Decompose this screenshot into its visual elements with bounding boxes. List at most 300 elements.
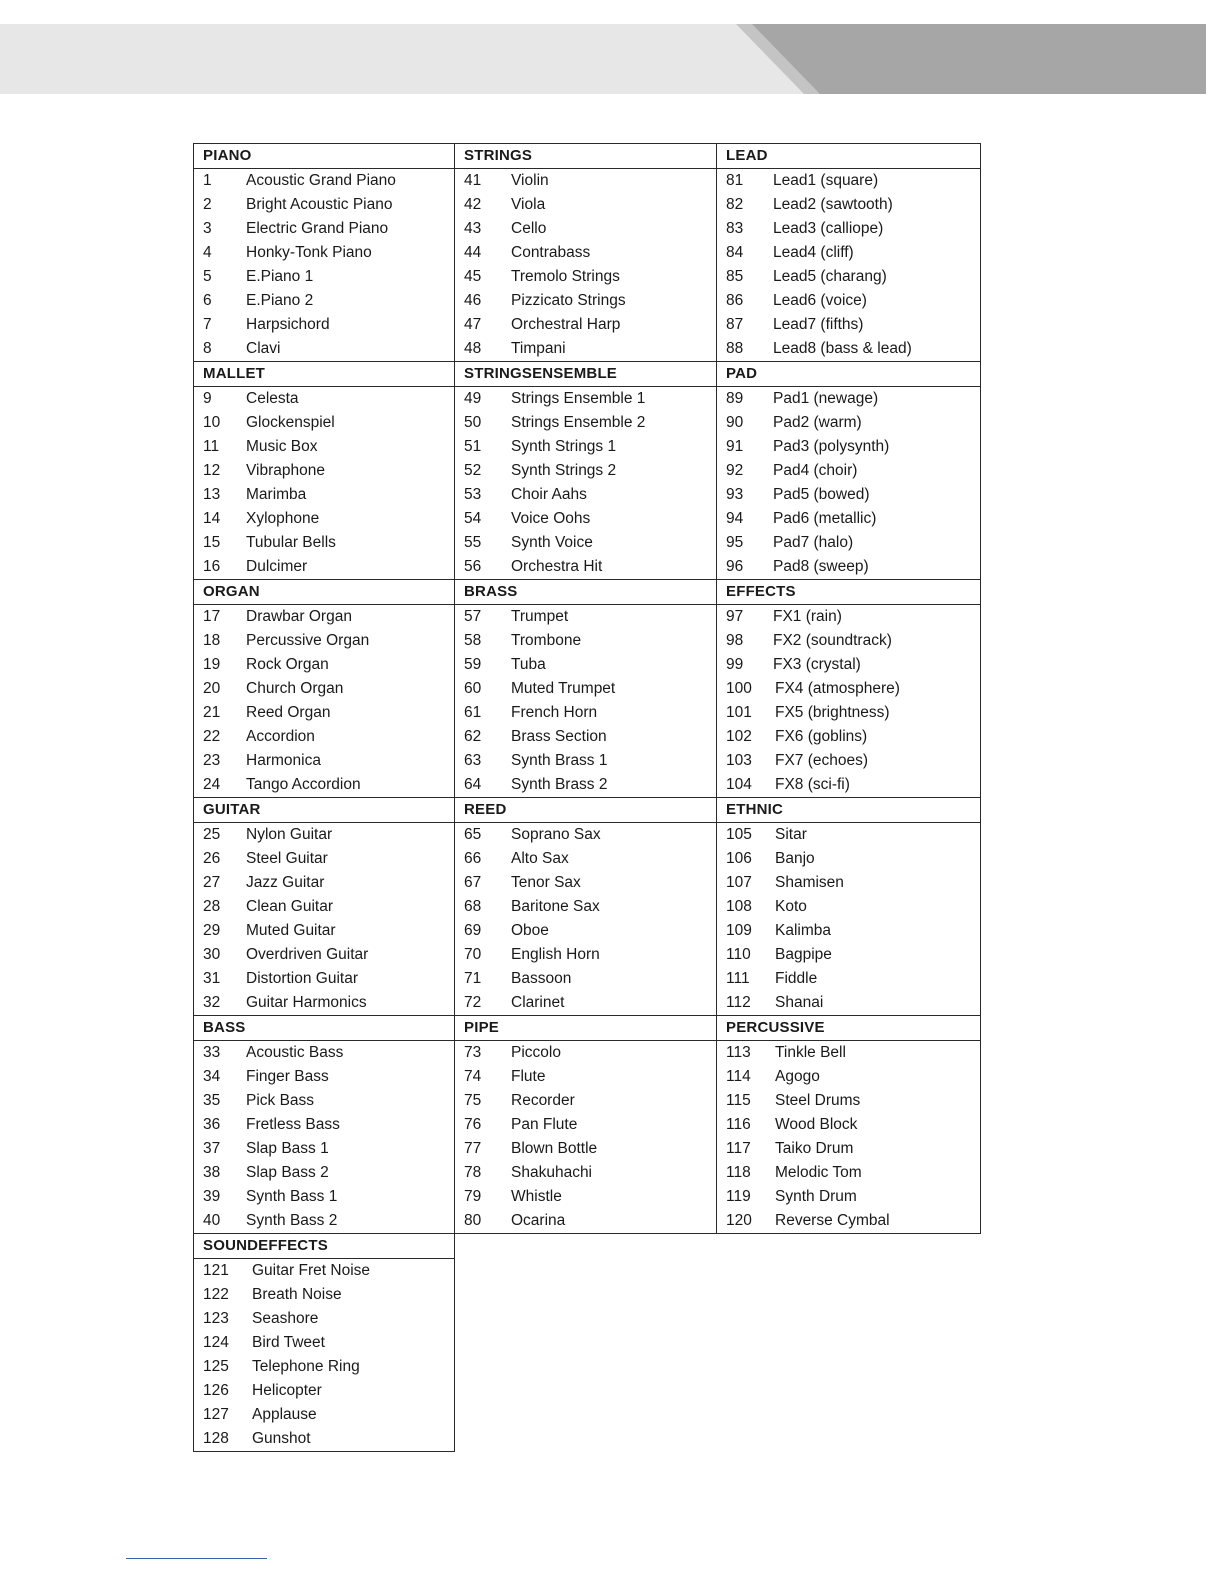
voice-name: Synth Voice — [511, 534, 593, 551]
voice-cell — [455, 847, 717, 871]
voice-row — [194, 1089, 981, 1113]
voice-row — [194, 1355, 981, 1379]
empty-cell — [455, 1307, 717, 1331]
voice-name: FX7 (echoes) — [775, 752, 869, 769]
voice-cell — [194, 1427, 455, 1452]
voice-number: 109 — [726, 922, 752, 939]
voice-number: 96 — [726, 558, 744, 575]
voice-cell — [717, 531, 981, 555]
voice-number: 36 — [203, 1116, 221, 1133]
voice-number: 97 — [726, 608, 744, 625]
voice-cell — [194, 991, 455, 1016]
voice-number: 29 — [203, 922, 221, 939]
empty-cell — [717, 1379, 981, 1403]
voice-name: Baritone Sax — [511, 898, 600, 915]
voice-name: Electric Grand Piano — [246, 220, 389, 237]
voice-cell — [194, 483, 455, 507]
group-title: LEAD — [717, 144, 981, 169]
group-title: STRINGS — [455, 144, 717, 169]
voice-number: 32 — [203, 994, 221, 1011]
voice-name: Jazz Guitar — [246, 874, 325, 891]
voice-cell — [455, 169, 717, 194]
empty-cell — [717, 1234, 981, 1259]
voice-cell — [455, 1137, 717, 1161]
voice-number: 121 — [203, 1262, 229, 1279]
voice-number: 25 — [203, 826, 221, 843]
voice-row — [194, 217, 981, 241]
voice-name: Seashore — [252, 1310, 319, 1327]
voice-name: Slap Bass 1 — [246, 1140, 329, 1157]
voice-row — [194, 1283, 981, 1307]
voice-name: Kalimba — [775, 922, 831, 939]
voice-number: 48 — [464, 340, 482, 357]
voice-row — [194, 943, 981, 967]
voice-cell — [455, 507, 717, 531]
voice-cell — [717, 1161, 981, 1185]
voice-cell — [717, 411, 981, 435]
voice-number: 99 — [726, 656, 744, 673]
voice-name: Guitar Harmonics — [246, 994, 367, 1011]
voice-number: 24 — [203, 776, 221, 793]
voice-cell — [455, 217, 717, 241]
voice-name: Celesta — [246, 390, 299, 407]
voice-number: 67 — [464, 874, 482, 891]
voice-name: Pad8 (sweep) — [773, 558, 869, 575]
voice-number: 39 — [203, 1188, 221, 1205]
voice-number: 68 — [464, 898, 482, 915]
voice-cell — [717, 483, 981, 507]
voice-cell — [717, 387, 981, 412]
voice-name: Shamisen — [775, 874, 844, 891]
empty-cell — [455, 1379, 717, 1403]
voice-cell — [717, 435, 981, 459]
voice-name: Helicopter — [252, 1382, 322, 1399]
voice-number: 11 — [203, 438, 220, 455]
voice-name: Drawbar Organ — [246, 608, 352, 625]
voice-name: Lead3 (calliope) — [773, 220, 884, 237]
voice-number: 73 — [464, 1044, 482, 1061]
voice-cell — [717, 1089, 981, 1113]
voice-cell — [194, 749, 455, 773]
voice-number: 104 — [726, 776, 752, 793]
voice-row — [194, 337, 981, 362]
voice-name: Wood Block — [775, 1116, 858, 1133]
voice-cell — [455, 313, 717, 337]
voice-number: 98 — [726, 632, 744, 649]
voice-name: Breath Noise — [252, 1286, 342, 1303]
voice-name: Tenor Sax — [511, 874, 581, 891]
voice-cell — [717, 217, 981, 241]
voice-name: Pad6 (metallic) — [773, 510, 877, 527]
voice-cell — [717, 653, 981, 677]
voice-row — [194, 387, 981, 412]
voice-number: 71 — [464, 970, 482, 987]
voice-number: 21 — [203, 704, 221, 721]
voice-cell — [194, 1113, 455, 1137]
voice-name: Taiko Drum — [775, 1140, 854, 1157]
voice-number: 81 — [726, 172, 744, 189]
voice-number: 44 — [464, 244, 482, 261]
voice-cell — [455, 823, 717, 848]
voice-cell — [194, 1041, 455, 1066]
group-title: PIANO — [194, 144, 455, 169]
voice-cell — [717, 847, 981, 871]
voice-number: 100 — [726, 680, 752, 697]
voice-cell — [455, 701, 717, 725]
voice-number: 7 — [203, 316, 212, 333]
voice-number: 45 — [464, 268, 482, 285]
voice-name: FX8 (sci-fi) — [775, 776, 850, 793]
voice-cell — [194, 725, 455, 749]
voice-name: Sitar — [775, 826, 807, 843]
empty-cell — [717, 1283, 981, 1307]
voice-number: 69 — [464, 922, 482, 939]
voice-row — [194, 847, 981, 871]
voice-cell — [717, 241, 981, 265]
voice-number: 72 — [464, 994, 482, 1011]
voice-number: 114 — [726, 1068, 751, 1085]
group-header-row — [194, 144, 981, 169]
voice-name: Timpani — [511, 340, 566, 357]
voice-cell — [455, 605, 717, 630]
voice-name: Brass Section — [511, 728, 607, 745]
voice-number: 14 — [203, 510, 221, 527]
voice-cell — [194, 1209, 455, 1234]
voice-number: 38 — [203, 1164, 221, 1181]
voice-number: 59 — [464, 656, 482, 673]
empty-cell — [455, 1403, 717, 1427]
voice-name: Contrabass — [511, 244, 591, 261]
voice-cell — [194, 217, 455, 241]
voice-cell — [717, 459, 981, 483]
voice-name: Bagpipe — [775, 946, 832, 963]
voice-cell — [194, 1331, 455, 1355]
voice-number: 41 — [464, 172, 482, 189]
voice-name: Guitar Fret Noise — [252, 1262, 371, 1279]
voice-number: 120 — [726, 1212, 752, 1229]
voice-name: Lead1 (square) — [773, 172, 879, 189]
voice-cell — [717, 725, 981, 749]
voice-cell — [194, 1355, 455, 1379]
voice-row — [194, 169, 981, 194]
voice-name: Pad7 (halo) — [773, 534, 854, 551]
gm-voice-list-table — [193, 143, 981, 1452]
voice-number: 5 — [203, 268, 212, 285]
voice-number: 18 — [203, 632, 221, 649]
voice-number: 86 — [726, 292, 744, 309]
voice-name: Gunshot — [252, 1430, 311, 1447]
voice-cell — [455, 1065, 717, 1089]
voice-name: Synth Strings 2 — [511, 462, 617, 479]
voice-cell — [194, 605, 455, 630]
voice-name: Tinkle Bell — [775, 1044, 846, 1061]
voice-cell — [194, 507, 455, 531]
voice-cell — [455, 193, 717, 217]
voice-cell — [194, 555, 455, 580]
voice-number: 110 — [726, 946, 751, 963]
voice-row — [194, 725, 981, 749]
voice-cell — [717, 701, 981, 725]
group-title: ORGAN — [194, 580, 455, 605]
voice-cell — [455, 555, 717, 580]
voice-number: 119 — [726, 1188, 751, 1205]
voice-cell — [455, 1113, 717, 1137]
voice-name: Orchestral Harp — [511, 316, 621, 333]
voice-name: Telephone Ring — [252, 1358, 360, 1375]
voice-row — [194, 1113, 981, 1137]
group-title: STRINGSENSEMBLE — [455, 362, 717, 387]
voice-number: 65 — [464, 826, 482, 843]
empty-cell — [455, 1331, 717, 1355]
voice-name: Pan Flute — [511, 1116, 578, 1133]
voice-number: 49 — [464, 390, 482, 407]
voice-name: Harmonica — [246, 752, 321, 769]
voice-name: Synth Bass 1 — [246, 1188, 338, 1205]
voice-name: Slap Bass 2 — [246, 1164, 329, 1181]
voice-name: Steel Drums — [775, 1092, 861, 1109]
voice-cell — [717, 773, 981, 798]
voice-number: 118 — [726, 1164, 751, 1181]
voice-number: 89 — [726, 390, 744, 407]
voice-row — [194, 749, 981, 773]
voice-cell — [455, 411, 717, 435]
voice-number: 6 — [203, 292, 212, 309]
voice-name: Ocarina — [511, 1212, 566, 1229]
voice-name: Synth Strings 1 — [511, 438, 617, 455]
voice-row — [194, 1403, 981, 1427]
voice-name: Fretless Bass — [246, 1116, 340, 1133]
voice-cell — [194, 677, 455, 701]
voice-cell — [455, 1209, 717, 1234]
voice-cell — [194, 387, 455, 412]
voice-cell — [194, 193, 455, 217]
voice-number: 127 — [203, 1406, 229, 1423]
voice-cell — [194, 629, 455, 653]
voice-row — [194, 677, 981, 701]
voice-cell — [717, 1113, 981, 1137]
voice-number: 17 — [203, 608, 221, 625]
voice-number: 1 — [203, 172, 212, 189]
voice-name: Rock Organ — [246, 656, 329, 673]
voice-name: Pad3 (polysynth) — [773, 438, 890, 455]
voice-name: Cello — [511, 220, 547, 237]
voice-name: Synth Brass 2 — [511, 776, 608, 793]
voice-name: Applause — [252, 1406, 317, 1423]
voice-number: 54 — [464, 510, 482, 527]
voice-cell — [455, 653, 717, 677]
voice-name: Banjo — [775, 850, 815, 867]
voice-name: Alto Sax — [511, 850, 569, 867]
group-title: BASS — [194, 1016, 455, 1041]
voice-cell — [717, 193, 981, 217]
voice-cell — [194, 1259, 455, 1284]
group-header-row — [194, 798, 981, 823]
voice-number: 82 — [726, 196, 744, 213]
voice-number: 47 — [464, 316, 482, 333]
voice-cell — [455, 1185, 717, 1209]
empty-cell — [455, 1234, 717, 1259]
voice-cell — [455, 919, 717, 943]
voice-number: 74 — [464, 1068, 482, 1085]
voice-cell — [717, 1041, 981, 1066]
voice-name: Whistle — [511, 1188, 562, 1205]
voice-cell — [194, 1283, 455, 1307]
page-header-band — [0, 24, 1206, 94]
empty-cell — [455, 1259, 717, 1284]
voice-name: Finger Bass — [246, 1068, 329, 1085]
voice-row — [194, 459, 981, 483]
voice-row — [194, 1427, 981, 1452]
voice-name: Steel Guitar — [246, 850, 328, 867]
voice-cell — [455, 1041, 717, 1066]
voice-name: Lead2 (sawtooth) — [773, 196, 893, 213]
voice-row — [194, 967, 981, 991]
voice-number: 128 — [203, 1430, 229, 1447]
group-header-row — [194, 1234, 981, 1259]
voice-name: Music Box — [246, 438, 318, 455]
voice-number: 75 — [464, 1092, 482, 1109]
voice-cell — [194, 871, 455, 895]
voice-number: 124 — [203, 1334, 229, 1351]
voice-cell — [717, 507, 981, 531]
voice-number: 93 — [726, 486, 744, 503]
voice-number: 15 — [203, 534, 221, 551]
voice-name: Tubular Bells — [246, 534, 336, 551]
voice-row — [194, 1307, 981, 1331]
voice-number: 60 — [464, 680, 482, 697]
voice-row — [194, 531, 981, 555]
group-title: PIPE — [455, 1016, 717, 1041]
voice-name: Violin — [511, 172, 549, 189]
voice-cell — [455, 265, 717, 289]
voice-name: Distortion Guitar — [246, 970, 358, 987]
voice-name: Oboe — [511, 922, 549, 939]
voice-number: 125 — [203, 1358, 229, 1375]
voice-cell — [194, 1137, 455, 1161]
group-title: BRASS — [455, 580, 717, 605]
voice-name: Dulcimer — [246, 558, 308, 575]
voice-row — [194, 1379, 981, 1403]
voice-cell — [717, 313, 981, 337]
voice-name: Church Organ — [246, 680, 344, 697]
voice-cell — [455, 725, 717, 749]
voice-row — [194, 919, 981, 943]
voice-cell — [717, 169, 981, 194]
voice-name: Pad4 (choir) — [773, 462, 858, 479]
voice-name: Muted Guitar — [246, 922, 336, 939]
voice-cell — [194, 1089, 455, 1113]
voice-name: Soprano Sax — [511, 826, 601, 843]
voice-name: Honky-Tonk Piano — [246, 244, 372, 261]
voice-row — [194, 629, 981, 653]
voice-number: 62 — [464, 728, 482, 745]
voice-cell — [194, 337, 455, 362]
voice-name: Melodic Tom — [775, 1164, 862, 1181]
voice-name: Glockenspiel — [246, 414, 335, 431]
voice-number: 16 — [203, 558, 221, 575]
voice-name: FX3 (crystal) — [773, 656, 861, 673]
voice-number: 13 — [203, 486, 221, 503]
voice-name: Clarinet — [511, 994, 565, 1011]
voice-cell — [194, 1307, 455, 1331]
voice-name: Pad2 (warm) — [773, 414, 862, 431]
voice-name: FX4 (atmosphere) — [775, 680, 900, 697]
voice-name: Marimba — [246, 486, 307, 503]
voice-cell — [194, 967, 455, 991]
voice-number: 34 — [203, 1068, 221, 1085]
voice-name: Bassoon — [511, 970, 572, 987]
voice-row — [194, 193, 981, 217]
voice-row — [194, 507, 981, 531]
empty-cell — [455, 1427, 717, 1452]
voice-cell — [194, 411, 455, 435]
voice-name: Pick Bass — [246, 1092, 315, 1109]
voice-number: 105 — [726, 826, 752, 843]
voice-name: Accordion — [246, 728, 315, 745]
group-header-row — [194, 1016, 981, 1041]
voice-row — [194, 555, 981, 580]
empty-cell — [717, 1259, 981, 1284]
voice-cell — [717, 629, 981, 653]
voice-name: Tremolo Strings — [511, 268, 620, 285]
voice-cell — [717, 967, 981, 991]
voice-cell — [717, 1209, 981, 1234]
voice-number: 66 — [464, 850, 482, 867]
voice-cell — [194, 169, 455, 194]
voice-name: Fiddle — [775, 970, 818, 987]
voice-cell — [455, 459, 717, 483]
voice-name: Shanai — [775, 994, 824, 1011]
voice-number: 88 — [726, 340, 744, 357]
voice-cell — [194, 1185, 455, 1209]
voice-number: 126 — [203, 1382, 229, 1399]
voice-cell — [717, 1065, 981, 1089]
voice-name: FX2 (soundtrack) — [773, 632, 892, 649]
voice-name: Orchestra Hit — [511, 558, 603, 575]
voice-cell — [455, 1089, 717, 1113]
voice-name: Lead4 (cliff) — [773, 244, 854, 261]
voice-number: 10 — [203, 414, 221, 431]
voice-name: Pad5 (bowed) — [773, 486, 870, 503]
voice-number: 37 — [203, 1140, 221, 1157]
voice-name: E.Piano 2 — [246, 292, 314, 309]
voice-cell — [455, 483, 717, 507]
group-title: PAD — [717, 362, 981, 387]
voice-name: Pad1 (newage) — [773, 390, 879, 407]
voice-name: Xylophone — [246, 510, 320, 527]
voice-name: Overdriven Guitar — [246, 946, 369, 963]
voice-name: Lead7 (fifths) — [773, 316, 864, 333]
voice-cell — [717, 823, 981, 848]
empty-cell — [455, 1283, 717, 1307]
voice-name: Tuba — [511, 656, 546, 673]
voice-name: Trumpet — [511, 608, 569, 625]
voice-number: 55 — [464, 534, 482, 551]
voice-row — [194, 653, 981, 677]
voice-number: 87 — [726, 316, 744, 333]
voice-number: 102 — [726, 728, 752, 745]
voice-name: Synth Drum — [775, 1188, 857, 1205]
voice-name: French Horn — [511, 704, 598, 721]
voice-row — [194, 313, 981, 337]
voice-name: Vibraphone — [246, 462, 326, 479]
voice-row — [194, 435, 981, 459]
voice-cell — [717, 749, 981, 773]
voice-row — [194, 823, 981, 848]
voice-number: 92 — [726, 462, 744, 479]
voice-row — [194, 1259, 981, 1284]
voice-cell — [455, 943, 717, 967]
